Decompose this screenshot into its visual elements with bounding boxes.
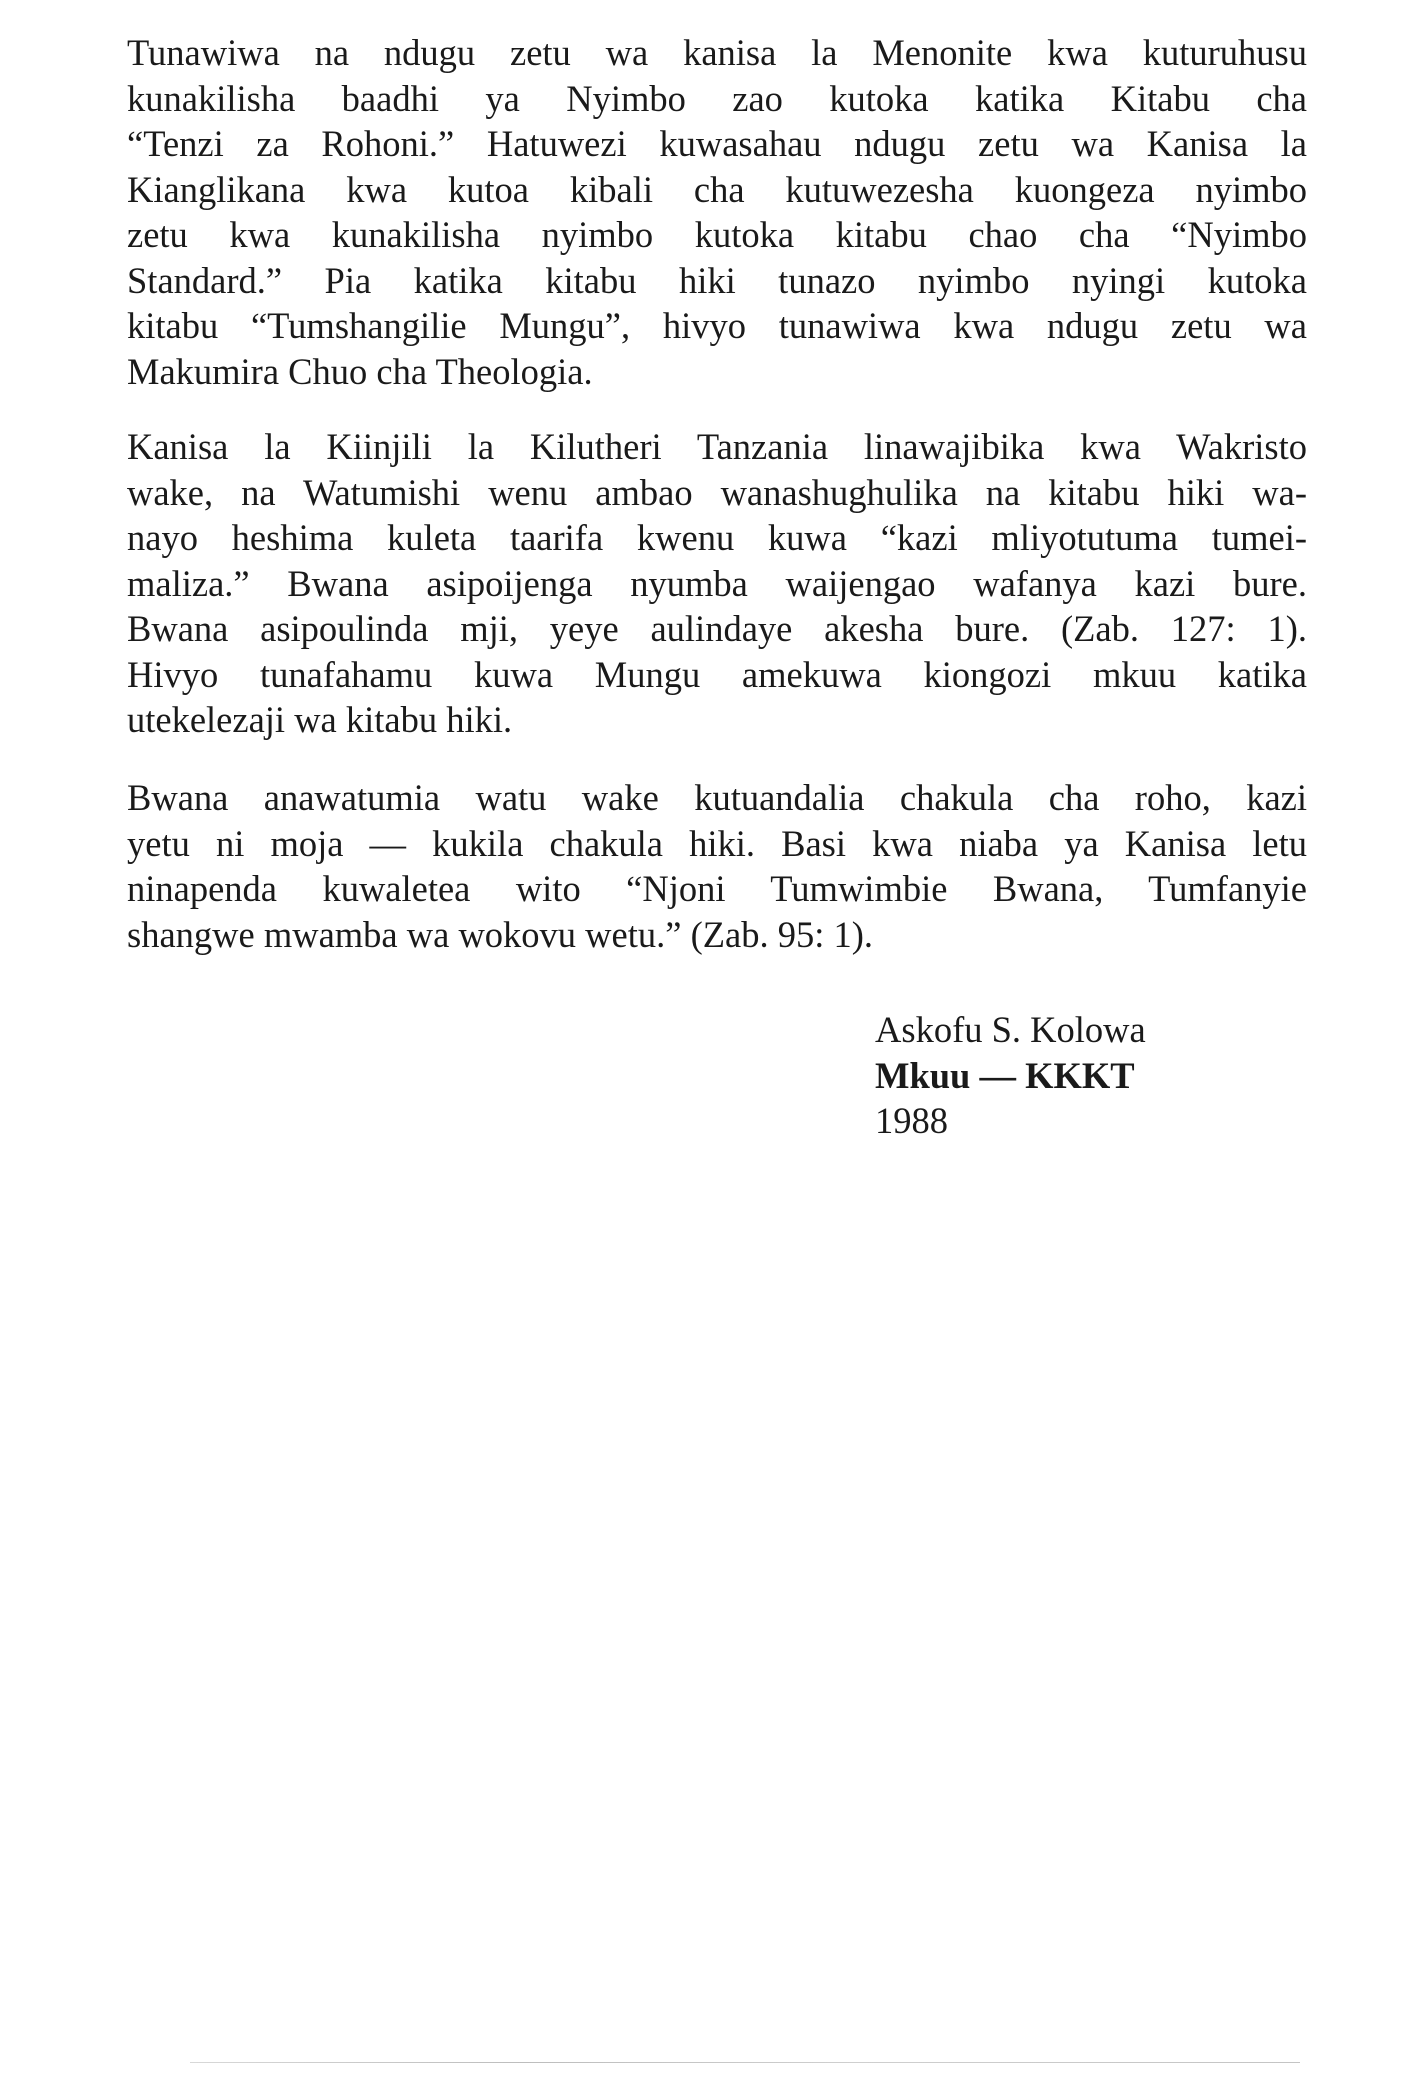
paragraph-church-statement	[127, 424, 1307, 743]
signature-year: 1988	[875, 1100, 948, 1141]
paragraph-invitation	[127, 775, 1307, 957]
paragraph-line: Kanisa la Kiinjili la Kilutheri Tanzania linawajibika kwa Wakristo	[127, 426, 1307, 467]
paragraph-line: kitabu “Tumshangilie Mungu”, hivyo tunawiwa kwa ndugu zetu wa	[127, 305, 1307, 346]
paragraph-line: Bwana asipoulinda mji, yeye aulindaye akesha bure. (Zab. 127: 1).	[127, 608, 1307, 649]
paragraph-line: nayo heshima kuleta taarifa kwenu kuwa “kazi mliyotutuma tumei-	[127, 517, 1307, 558]
paragraph-line: yetu ni moja — kukila chakula hiki. Basi kwa niaba ya Kanisa letu	[127, 822, 1307, 864]
paragraph-line: kunakilisha baadhi ya Nyimbo zao kutoka katika Kitabu cha	[127, 77, 1307, 119]
signature-name: Askofu S. Kolowa	[875, 1009, 1146, 1050]
paragraph-line: Standard.” Pia katika kitabu hiki tunazo nyimbo nyingi kutoka	[127, 259, 1307, 301]
bottom-scan-rule	[190, 2062, 1300, 2063]
signature-block	[875, 1007, 1146, 1144]
paragraph-line: Hivyo tunafahamu kuwa Mungu amekuwa kiongozi mkuu katika	[127, 653, 1307, 695]
paragraph-line: Kianglikana kwa kutoa kibali cha kutuwezesha kuongeza nyimbo	[127, 168, 1307, 210]
signature-title: Mkuu — KKKT	[875, 1054, 1135, 1096]
paragraph-line: Bwana anawatumia watu wake kutuandalia chakula cha roho, kazi	[127, 777, 1307, 818]
paragraph-line: zetu kwa kunakilisha nyimbo kutoka kitabu chao cha “Nyimbo	[127, 214, 1307, 255]
paragraph-line: ninapenda kuwaletea wito “Njoni Tumwimbie Bwana, Tumfanyie	[127, 868, 1307, 909]
paragraph-line: Makumira Chuo cha Theologia.	[127, 350, 593, 392]
paragraph-line: wake, na Watumishi wenu ambao wanashughulika na kitabu hiki wa-	[127, 471, 1307, 513]
paragraph-line: maliza.” Bwana asipoijenga nyumba waijengao wafanya kazi bure.	[127, 562, 1307, 604]
paragraph-line: “Tenzi za Rohoni.” Hatuwezi kuwasahau ndugu zetu wa Kanisa la	[127, 123, 1307, 164]
paragraph-line: shangwe mwamba wa wokovu wetu.” (Zab. 95: 1).	[127, 913, 874, 955]
paragraph-line: Tunawiwa na ndugu zetu wa kanisa la Menonite kwa kuturuhusu	[127, 32, 1307, 73]
paragraph-line: utekelezaji wa kitabu hiki.	[127, 699, 513, 740]
paragraph-acknowledgements	[127, 30, 1307, 394]
